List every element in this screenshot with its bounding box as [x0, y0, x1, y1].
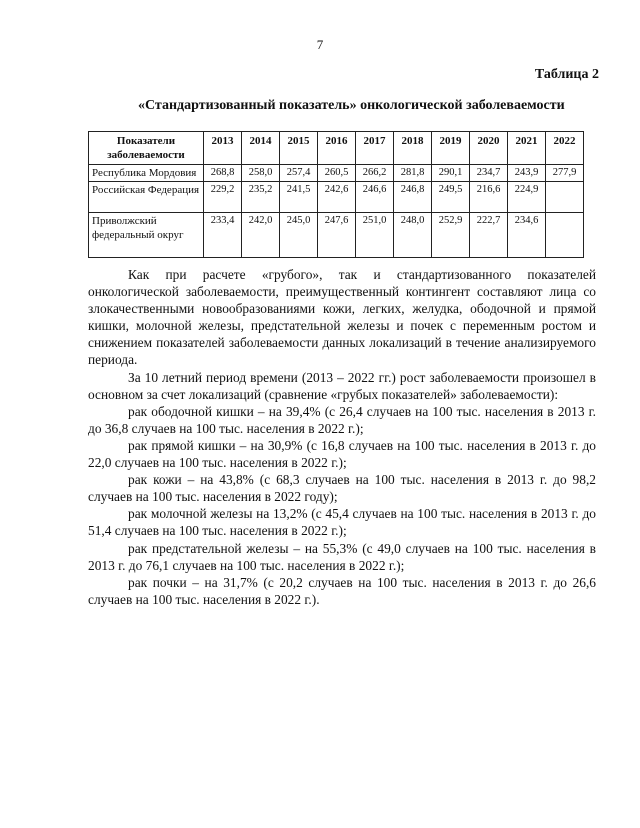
table-cell: 246,6	[356, 182, 394, 213]
table-row	[89, 182, 584, 213]
table-cell: 260,5	[318, 165, 356, 182]
table-row	[89, 213, 584, 258]
row-label: Республика Мордовия	[89, 165, 204, 182]
list-item: рак предстательной железы – на 55,3% (с 49,0 случаев на 100 тыс. населения в 2013 г. до 76,1 случаев на 100 тыс. населения в 2022 г.);	[88, 540, 596, 573]
list-item: рак ободочной кишки – на 39,4% (с 26,4 случаев на 100 тыс. населения в 2013 г. до 36,8 случаев на 100 тыс. населения в 2022 г.);	[88, 403, 596, 436]
table-cell: 245,0	[280, 213, 318, 258]
header-year: 2016	[318, 132, 356, 165]
table-cell: 247,6	[318, 213, 356, 258]
table-row	[89, 165, 584, 182]
header-year: 2014	[242, 132, 280, 165]
table-cell: 234,7	[470, 165, 508, 182]
table-label: Таблица 2	[534, 67, 599, 82]
table-cell: 234,6	[508, 213, 546, 258]
header-indicator: Показатели заболеваемости	[89, 132, 204, 165]
table-cell: 249,5	[432, 182, 470, 213]
body-text	[88, 266, 596, 608]
table-cell: 266,2	[356, 165, 394, 182]
table-cell: 229,2	[204, 182, 242, 213]
table-title: «Стандартизованный показатель» онкологической заболеваемости	[138, 98, 565, 113]
table-cell: 242,6	[318, 182, 356, 213]
table-cell: 268,8	[204, 165, 242, 182]
table-cell: 258,0	[242, 165, 280, 182]
page-number: 7	[316, 37, 324, 52]
table-cell	[546, 213, 584, 258]
table-cell	[546, 182, 584, 213]
table-cell: 290,1	[432, 165, 470, 182]
table-cell: 277,9	[546, 165, 584, 182]
table-cell: 224,9	[508, 182, 546, 213]
table-cell: 241,5	[280, 182, 318, 213]
paragraph: Как при расчете «грубого», так и стандартизованного показателей онкологической заболеваемости, преимущественный контингент составляют лица со злокачественными новообразованиями кожи, легких, желудка, ободочной и прямой кишки, молочной железы, предстательной железы и почек с переменным ростом и снижением показателей заболеваемости данных локализаций в течение анализируемого периода.	[88, 267, 596, 368]
table-cell: 222,7	[470, 213, 508, 258]
header-year: 2020	[470, 132, 508, 165]
list-item: рак кожи – на 43,8% (с 68,3 случаев на 100 тыс. населения в 2013 г. до 98,2 случаев на 100 тыс. населения в 2022 году);	[88, 472, 596, 505]
header-year: 2022	[546, 132, 584, 165]
header-year: 2019	[432, 132, 470, 165]
header-year: 2015	[280, 132, 318, 165]
table-cell: 235,2	[242, 182, 280, 213]
table-cell: 257,4	[280, 165, 318, 182]
table-cell: 246,8	[394, 182, 432, 213]
morbidity-table	[88, 131, 584, 258]
row-label: Российская Федерация	[89, 182, 204, 213]
table-cell: 251,0	[356, 213, 394, 258]
table-cell: 242,0	[242, 213, 280, 258]
table-cell: 248,0	[394, 213, 432, 258]
table-cell: 233,4	[204, 213, 242, 258]
header-year: 2017	[356, 132, 394, 165]
table-cell: 216,6	[470, 182, 508, 213]
row-label: Приволжский федеральный округ	[89, 213, 204, 258]
table-header-row	[89, 132, 584, 165]
list-item: рак молочной железы на 13,2% (с 45,4 случаев на 100 тыс. населения в 2013 г. до 51,4 случаев на 100 тыс. населения в 2022 г.);	[88, 506, 596, 539]
table-cell: 252,9	[432, 213, 470, 258]
paragraph: За 10 летний период времени (2013 – 2022 гг.) рост заболеваемости произошел в основном за счет локализаций (сравнение «грубых показателей» заболеваемости):	[88, 369, 596, 402]
header-year: 2021	[508, 132, 546, 165]
list-item: рак прямой кишки – на 30,9% (с 16,8 случаев на 100 тыс. населения в 2013 г. до 22,0 случаев на 100 тыс. населения в 2022 г.);	[88, 437, 596, 471]
list-item: рак почки – на 31,7% (с 20,2 случаев на 100 тыс. населения в 2013 г. до 26,6 случаев на 100 тыс. населения в 2022 г.).	[88, 574, 596, 607]
table-cell: 243,9	[508, 165, 546, 182]
table-cell: 281,8	[394, 165, 432, 182]
header-year: 2013	[204, 132, 242, 165]
header-year: 2018	[394, 132, 432, 165]
